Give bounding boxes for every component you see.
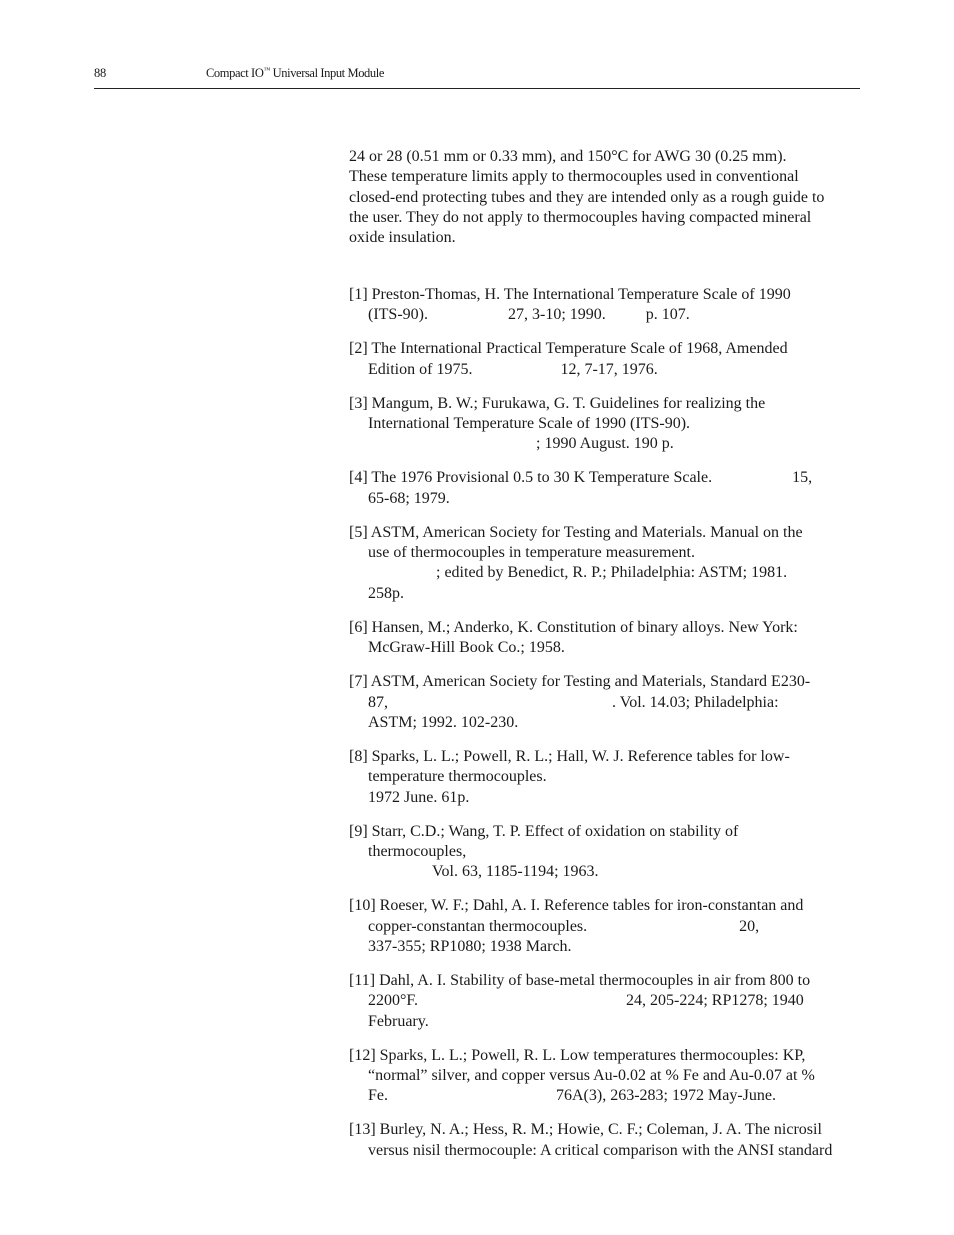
- reference-item: [12] Sparks, L. L.; Powell, R. L. Low temperatures thermocouples: KP, “normal” silver, and copper versus Au-0.02 at % Fe and Au-0.07 at % Fe. 76A(3), 263-283; 1972 May-June.: [349, 1046, 815, 1105]
- trademark-symbol: ™: [263, 66, 270, 74]
- intro-line: These temperature limits apply to thermocouples used in conventional: [349, 168, 799, 186]
- running-title-main: Compact IO: [206, 66, 264, 81]
- running-title: [206, 66, 384, 81]
- intro-line: closed-end protecting tubes and they are intended only as a rough guide to: [349, 188, 825, 206]
- intro-line: 24 or 28 (0.51 mm or 0.33 mm), and 150°C for AWG 30 (0.25 mm).: [349, 148, 787, 165]
- reference-item: [1] Preston-Thomas, H. The International Temperature Scale of 1990 (ITS-90). 27, 3-10; 1990. p. 107.: [349, 286, 791, 324]
- page-number: 88: [94, 66, 106, 80]
- page-header: [94, 64, 860, 89]
- intro-line: oxide insulation.: [349, 229, 456, 247]
- reference-item: [13] Burley, N. A.; Hess, R. M.; Howie, C. F.; Coleman, J. A. The nicrosil versus nisil thermocouple: A critical comparison with the ANSI standard: [349, 1121, 833, 1159]
- reference-item: [2] The International Practical Temperature Scale of 1968, Amended Edition of 1975. 12, 7-17, 1976.: [349, 340, 788, 378]
- reference-item: [3] Mangum, B. W.; Furukawa, G. T. Guidelines for realizing the International Temperature Scale of 1990 (ITS-90). ; 1990 August. 190 p.: [349, 394, 766, 453]
- reference-item: [6] Hansen, M.; Anderko, K. Constitution of binary alloys. New York: McGraw-Hill Book Co.; 1958.: [349, 618, 798, 657]
- reference-list: [349, 285, 860, 1175]
- reference-item: [11] Dahl, A. I. Stability of base-metal thermocouples in air from 800 to 2200°F. 24, 205-224; RP1278; 1940 February.: [349, 971, 811, 1030]
- reference-item: [9] Starr, C.D.; Wang, T. P. Effect of oxidation on stability of thermocouples, Vol. 63, 1185-1194; 1963.: [349, 822, 739, 881]
- intro-line: the user. They do not apply to thermocouples having compacted mineral: [349, 208, 812, 226]
- reference-item: [4] The 1976 Provisional 0.5 to 30 K Temperature Scale. 15, 65-68; 1979.: [349, 469, 813, 507]
- reference-item: [5] ASTM, American Society for Testing and Materials. Manual on the use of thermocouples in temperature measurement. ; edited by Benedict, R. P.; Philadelphia: ASTM; 1981. 258p.: [349, 523, 803, 602]
- reference-item: [10] Roeser, W. F.; Dahl, A. I. Reference tables for iron-constantan and copper-constantan thermocouples. 20, 337-355; RP1080; 1938 March.: [349, 897, 804, 955]
- reference-item: [8] Sparks, L. L.; Powell, R. L.; Hall, W. J. Reference tables for low- temperature thermocouples. 1972 June. 61p.: [349, 747, 790, 806]
- intro-paragraph: [349, 147, 859, 248]
- reference-item: [7] ASTM, American Society for Testing and Materials, Standard E230- 87, . Vol. 14.03; Philadelphia: ASTM; 1992. 102-230.: [349, 673, 811, 731]
- running-title-suffix: Universal Input Module: [269, 66, 384, 81]
